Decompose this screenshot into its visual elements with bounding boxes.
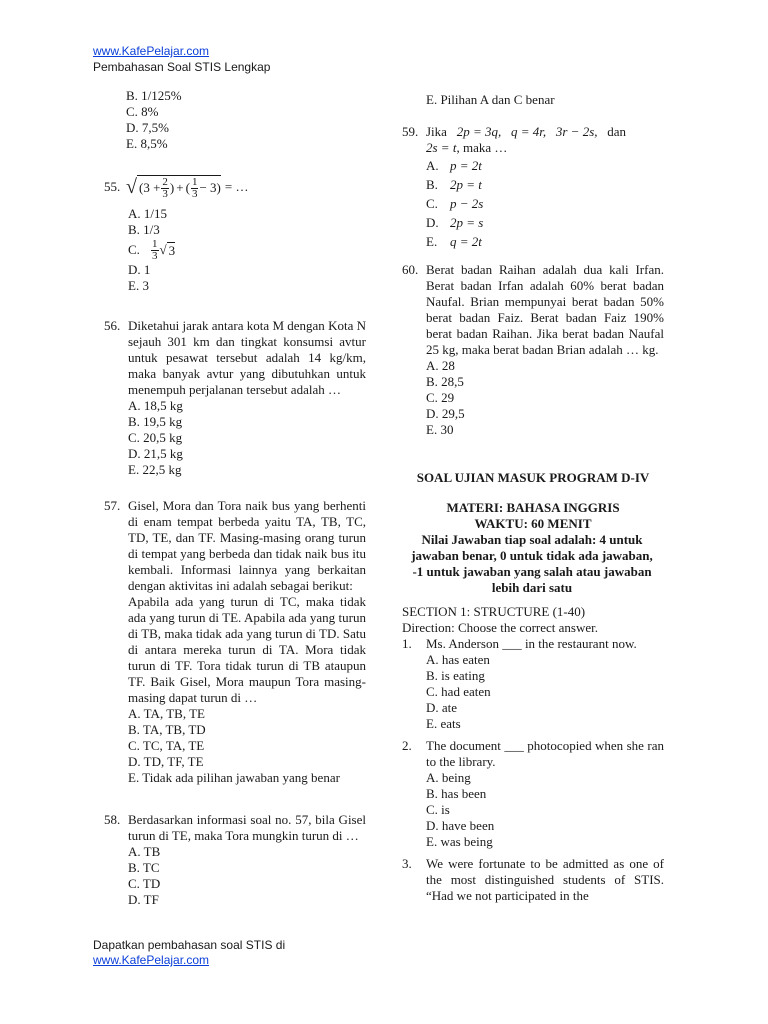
- question-number: 55.: [104, 179, 121, 194]
- expr-part: +: [176, 180, 184, 195]
- option: E. 22,5 kg: [128, 462, 182, 477]
- option: C. $\frac{1}{3}$ √ 3: [128, 237, 176, 262]
- header-site-link[interactable]: www.KafePelajar.com: [93, 44, 210, 58]
- option: D. 1: [128, 262, 151, 277]
- option: A. TA, TB, TE: [128, 706, 205, 721]
- question-60: [402, 262, 664, 438]
- option: C. 29: [426, 390, 455, 405]
- option: C. p − 2s: [426, 196, 484, 211]
- question-55: [104, 172, 366, 294]
- question-text: dan: [607, 124, 627, 139]
- question-text: Berdasarkan informasi soal no. 57, bila Gisel turun di TE, maka Tora mungkin turun di …: [128, 812, 366, 843]
- english-question-1: [402, 636, 664, 732]
- option: B. has been: [426, 786, 487, 801]
- exam-title: SOAL UJIAN MASUK PROGRAM D-IV: [416, 470, 650, 485]
- option: D. 2p = s: [426, 215, 484, 230]
- fraction: $\frac{2}{3}$: [162, 175, 168, 200]
- section-title: SECTION 1: STRUCTURE (1-40): [402, 604, 586, 619]
- expr-part: 3 +: [143, 180, 161, 195]
- exam-time: WAKTU: 60 MENIT: [474, 516, 592, 531]
- footer-site-link[interactable]: www.KafePelajar.com: [93, 953, 210, 967]
- question-text: , maka …: [456, 140, 508, 155]
- option: D. TD, TF, TE: [128, 754, 204, 769]
- question-57: [104, 498, 366, 786]
- question-number: 57.: [104, 498, 121, 513]
- question-text: Diketahui jarak antara kota M dengan Kota N sejauh 301 km dan tingkat konsumsi avtur untuk pesawat tersebut adalah 14 kg/km, maka banyak avtur yang dibutuhkan untuk menempuh perjalanan tersebut adalah …: [128, 318, 366, 397]
- question-text: Gisel, Mora dan Tora naik bus yang berhenti di enam tempat berbeda yaitu TA, TB, TC, TD, TE, dan TF. Masing-masing orang turun di tempat yang berbeda dan tidak naik bus itu kembali. Informasi lainnya yang berkaitan dengan aktivitas ini adalah sebagai berikut:: [128, 498, 366, 593]
- question-number: 60.: [402, 262, 419, 277]
- section-direction: Direction: Choose the correct answer.: [402, 620, 599, 635]
- option: B. 28,5: [426, 374, 464, 389]
- option: A. 1/15: [128, 206, 167, 221]
- option: C. is: [426, 802, 450, 817]
- option: E. 8,5%: [126, 136, 168, 151]
- question-text: Berat badan Raihan adalah dua kali Irfan. Berat badan Irfan adalah 60% berat badan Naufal. Brian mempunyai berat badan 50% berat badan Faiz. Berat badan Faiz 190% berat badan Raihan. Jika berat badan Naufal 25 kg, maka berat badan Brian adalah … kg.: [426, 262, 664, 357]
- q55-expression: ( 3 + $\frac{2}{3}$ ) + ( $\frac{1}{3}$ − 3 ): [138, 175, 221, 200]
- left-top-options: [126, 88, 366, 152]
- question-number: 58.: [104, 812, 121, 827]
- question-number: 56.: [104, 318, 121, 333]
- equation: 3r − 2s,: [555, 124, 598, 139]
- option: D. 7,5%: [126, 120, 169, 135]
- option: A. 28: [426, 358, 455, 373]
- expr-part: − 3: [199, 180, 217, 195]
- option: B. 2p = t: [426, 177, 482, 192]
- option: E. 3: [128, 278, 149, 293]
- option: A. p = 2t: [426, 158, 482, 173]
- question-59: [402, 124, 668, 251]
- question-text: Ms. Anderson ___ in the restaurant now.: [426, 636, 637, 651]
- option: D. TF: [128, 892, 159, 907]
- question-number: 2.: [402, 738, 412, 753]
- option: E. Pilihan A dan C benar: [426, 92, 555, 107]
- option: D. 29,5: [426, 406, 465, 421]
- question-number: 3.: [402, 856, 412, 871]
- option: C. had eaten: [426, 684, 491, 699]
- option: C. 20,5 kg: [128, 430, 183, 445]
- equation: 2s = t: [426, 140, 457, 155]
- option: E. Tidak ada pilihan jawaban yang benar: [128, 770, 340, 785]
- option: E. was being: [426, 834, 493, 849]
- option: D. ate: [426, 700, 458, 715]
- option: E. 30: [426, 422, 454, 437]
- footer-text: Dapatkan pembahasan soal STIS di: [93, 938, 286, 952]
- option: A. being: [426, 770, 471, 785]
- right-top-option: [426, 92, 555, 108]
- option: C. 8%: [126, 104, 159, 119]
- option: E. eats: [426, 716, 461, 731]
- english-question-3: [402, 856, 664, 904]
- equation: 2p = 3q,: [456, 124, 502, 139]
- option: D. have been: [426, 818, 495, 833]
- question-text: Apabila ada yang turun di TC, maka tidak ada yang turun di TE. Apabila ada yang turun di TB, maka tidak ada yang turun di TD. Satu di antara mereka turun di TA. Mora tidak turun di TF. Tora tidak turun di TB ataupun TF. Baik Gisel, Mora maupun Tora masing-masing dapat turun di …: [128, 594, 366, 705]
- question-58: [104, 812, 366, 908]
- question-text: We were fortunate to be admitted as one of the most distinguished students of STIS. “Had we not participated in the: [426, 856, 664, 903]
- option: B. TA, TB, TD: [128, 722, 206, 737]
- option: A. 18,5 kg: [128, 398, 183, 413]
- english-question-2: [402, 738, 664, 850]
- option: B. 19,5 kg: [128, 414, 183, 429]
- option: A. TB: [128, 844, 161, 859]
- option: B. 1/3: [128, 222, 160, 237]
- question-number: 59.: [402, 124, 419, 139]
- exam-subject: MATERI: BAHASA INGGRIS: [446, 500, 620, 515]
- question-number: 1.: [402, 636, 412, 651]
- equation: q = 4r,: [510, 124, 547, 139]
- expr-end: = …: [224, 179, 249, 194]
- question-text: Jika: [426, 124, 447, 139]
- fraction: $\frac{1}{3}$: [191, 175, 198, 200]
- question-text: The document ___ photocopied when she ran to the library.: [426, 738, 664, 769]
- sqrt-sign-icon: √: [126, 176, 137, 198]
- option: C. TC, TA, TE: [128, 738, 205, 753]
- option: B. is eating: [426, 668, 485, 683]
- option: B. 1/125%: [126, 88, 182, 103]
- option: C. TD: [128, 876, 161, 891]
- exam-scoring: Nilai Jawaban tiap soal adalah: 4 untuk jawaban benar, 0 untuk tidak ada jawaban, -1 untuk jawaban yang salah atau jawaban lebih dari satu: [411, 532, 653, 595]
- option: E. q = 2t: [426, 234, 482, 249]
- fraction: $\frac{1}{3}$: [152, 237, 158, 262]
- option: B. TC: [128, 860, 160, 875]
- sqrt-sign-icon: √: [159, 242, 167, 257]
- option: D. 21,5 kg: [128, 446, 183, 461]
- option: A. has eaten: [426, 652, 490, 667]
- header-subtitle: Pembahasan Soal STIS Lengkap: [93, 60, 271, 74]
- question-56: [104, 318, 366, 478]
- root-value: 3: [168, 242, 176, 258]
